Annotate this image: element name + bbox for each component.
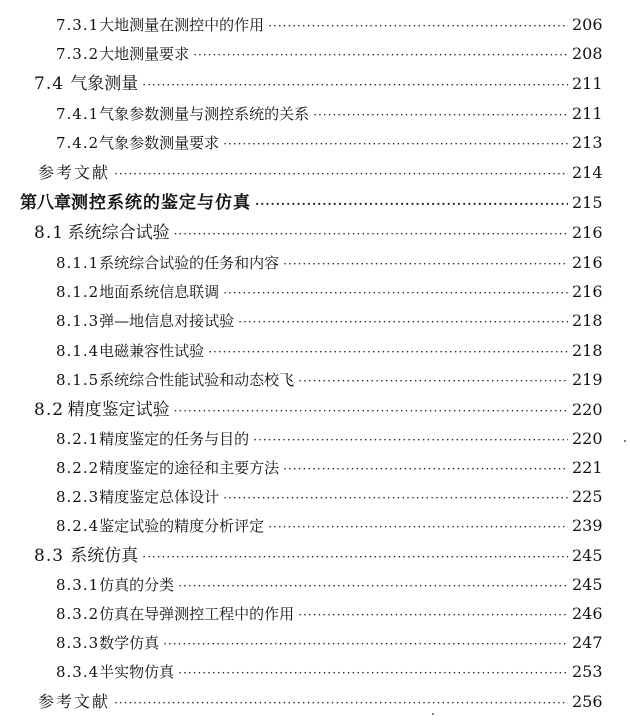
section-title: 鉴定试验的精度分析评定 <box>99 517 265 535</box>
section-number: 7.3.1 <box>56 16 100 34</box>
section-title: 数学仿真 <box>99 634 160 652</box>
page-number: 220 <box>572 400 603 419</box>
section-number: 8.3.4 <box>56 663 100 681</box>
page-number: 214 <box>572 163 603 182</box>
section-title: 精度鉴定的途径和主要方法 <box>99 459 280 477</box>
dot-leader <box>178 572 568 600</box>
page-number: 239 <box>572 516 603 535</box>
page-number: 206 <box>572 15 603 34</box>
toc-entry-7-3-2[interactable] <box>56 40 602 68</box>
page-number: 218 <box>572 311 603 330</box>
dot-leader <box>193 41 568 69</box>
dot-leader <box>142 543 568 571</box>
toc-entry-8-2-1[interactable] <box>56 425 602 453</box>
toc-entry-8-2-4[interactable] <box>56 512 602 540</box>
section-number: 8.3 <box>34 546 65 566</box>
toc-entry-8-2-2[interactable] <box>56 454 602 482</box>
page-number: 211 <box>572 104 603 123</box>
dot-leader <box>313 101 568 129</box>
section-number: 8.1.2 <box>56 283 100 301</box>
dot-leader <box>208 338 568 366</box>
toc-entry-8-3-1[interactable] <box>56 571 602 599</box>
dot-leader <box>268 12 568 40</box>
scan-speck <box>624 440 626 442</box>
toc-entry-7-3-1[interactable] <box>56 11 602 39</box>
section-title: 大地测量要求 <box>99 45 190 63</box>
section-title: 仿真的分类 <box>99 576 175 594</box>
toc-entry-8-3-3[interactable] <box>56 629 602 657</box>
page-number: 221 <box>572 458 603 477</box>
dot-leader <box>255 190 568 218</box>
toc-entry-chapter-8[interactable] <box>20 189 602 217</box>
page-number: 220 <box>572 429 603 448</box>
toc-entry-8-3-2[interactable] <box>56 600 602 628</box>
section-title: 系统综合试验的任务和内容 <box>99 254 280 272</box>
section-number: 8.1.5 <box>56 371 100 389</box>
section-number: 7.4 <box>34 74 65 94</box>
dot-leader <box>163 630 568 658</box>
page-number: 245 <box>572 575 603 594</box>
dot-leader <box>223 279 568 307</box>
page-number: 218 <box>572 341 603 360</box>
section-number: 7.3.2 <box>56 45 100 63</box>
section-number: 8.1.3 <box>56 312 100 330</box>
section-title: 系统仿真 <box>70 546 139 566</box>
page-number: 247 <box>572 633 603 652</box>
toc-entry-8-1-1[interactable] <box>56 249 602 277</box>
section-number: 8.2 <box>34 400 65 420</box>
page-number: 216 <box>572 253 603 272</box>
section-title: 参考文献 <box>38 163 111 182</box>
section-number: 7.4.2 <box>56 134 100 152</box>
page-number: 225 <box>572 487 603 506</box>
section-number: 8.1 <box>34 223 65 243</box>
page-number: 211 <box>572 74 603 93</box>
section-title: 精度鉴定总体设计 <box>99 488 220 506</box>
section-number: 8.3.3 <box>56 634 100 652</box>
dot-leader <box>142 71 568 99</box>
section-title: 参考文献 <box>38 692 111 711</box>
toc-entry-references-8[interactable] <box>38 688 602 716</box>
page-number: 216 <box>572 223 603 242</box>
page-number: 208 <box>572 44 603 63</box>
page-number: 216 <box>572 282 603 301</box>
section-number: 7.4.1 <box>56 105 100 123</box>
page-number: 245 <box>572 546 603 565</box>
section-title: 系统综合性能试验和动态校飞 <box>99 371 295 389</box>
chapter-number: 第八章 <box>20 193 71 213</box>
section-number: 8.2.1 <box>56 430 100 448</box>
dot-leader <box>114 689 568 717</box>
section-number: 8.2.4 <box>56 517 100 535</box>
dot-leader <box>253 426 568 454</box>
toc-entry-7-4-1[interactable] <box>56 100 602 128</box>
toc-entry-7-4[interactable] <box>34 70 602 98</box>
dot-leader <box>114 160 568 188</box>
toc-entry-references-7[interactable] <box>38 159 602 187</box>
dot-leader <box>283 455 568 483</box>
section-title: 系统综合试验 <box>67 223 170 243</box>
section-number: 8.1.4 <box>56 342 100 360</box>
chapter-title: 测控系统的鉴定与仿真 <box>71 193 251 213</box>
section-title: 气象测量 <box>70 74 139 94</box>
section-title: 气象参数测量要求 <box>99 134 220 152</box>
dot-leader <box>223 484 568 512</box>
section-title: 气象参数测量与测控系统的关系 <box>99 105 310 123</box>
dot-leader <box>178 659 568 687</box>
section-title: 弹—地信息对接试验 <box>99 312 235 330</box>
toc-entry-8-1-4[interactable] <box>56 337 602 365</box>
dot-leader <box>298 601 568 629</box>
toc-entry-8-1-3[interactable] <box>56 307 602 335</box>
section-number: 8.2.3 <box>56 488 100 506</box>
page-number: 256 <box>572 692 603 711</box>
toc-entry-8-2-3[interactable] <box>56 483 602 511</box>
toc-entry-8-1[interactable] <box>34 219 602 247</box>
toc-entry-8-3-4[interactable] <box>56 658 602 686</box>
page-number: 219 <box>572 370 603 389</box>
dot-leader <box>223 130 568 158</box>
section-title: 地面系统信息联调 <box>99 283 220 301</box>
section-title: 仿真在导弹测控工程中的作用 <box>99 605 295 623</box>
dot-leader <box>174 397 568 425</box>
page-number: 253 <box>572 662 603 681</box>
page-number: 215 <box>572 193 603 212</box>
toc-entry-8-1-5[interactable] <box>56 366 602 394</box>
dot-leader <box>298 367 568 395</box>
section-title: 精度鉴定的任务与目的 <box>99 430 250 448</box>
dot-leader <box>174 220 568 248</box>
dot-leader <box>268 513 568 541</box>
toc-entry-8-3[interactable] <box>34 542 602 570</box>
section-number: 8.3.1 <box>56 576 100 594</box>
section-number: 8.1.1 <box>56 254 100 272</box>
section-number: 8.2.2 <box>56 459 100 477</box>
page-number: 213 <box>572 133 603 152</box>
scan-speck <box>432 713 434 715</box>
dot-leader <box>283 250 568 278</box>
section-title: 大地测量在测控中的作用 <box>99 16 265 34</box>
page-number: 246 <box>572 604 603 623</box>
toc-entry-8-2[interactable] <box>34 396 602 424</box>
section-title: 半实物仿真 <box>99 663 175 681</box>
toc-entry-7-4-2[interactable] <box>56 129 602 157</box>
toc-entry-8-1-2[interactable] <box>56 278 602 306</box>
dot-leader <box>238 308 568 336</box>
section-number: 8.3.2 <box>56 605 100 623</box>
section-title: 精度鉴定试验 <box>67 400 170 420</box>
section-title: 电磁兼容性试验 <box>99 342 205 360</box>
